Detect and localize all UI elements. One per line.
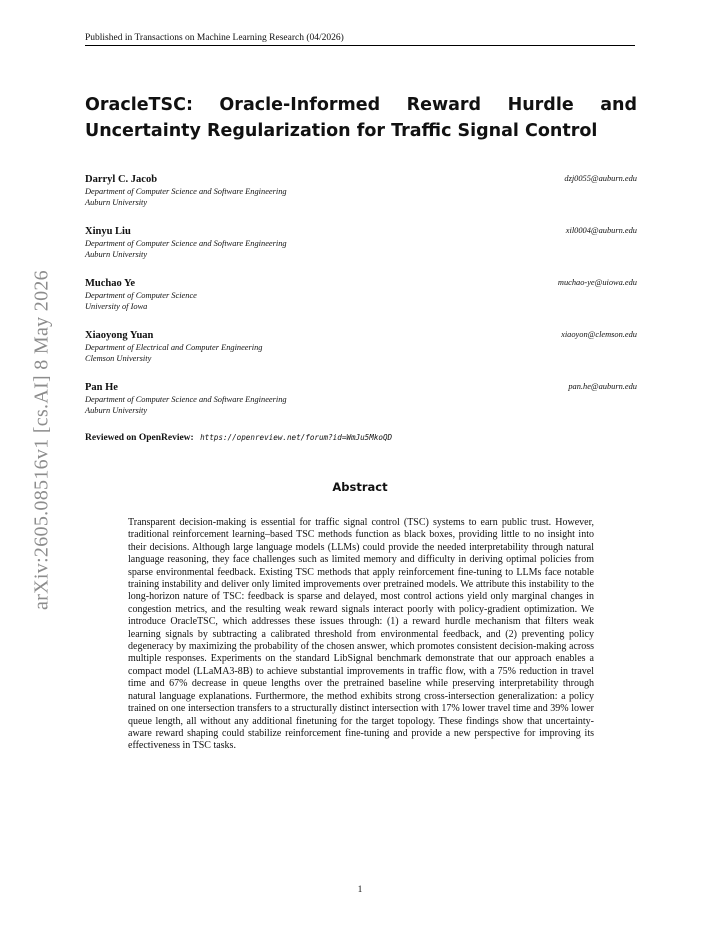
author-block	[85, 173, 637, 208]
author-department: Department of Computer Science and Software Engineering	[85, 239, 287, 248]
author-name: Muchao Ye	[85, 278, 136, 289]
abstract-text: Transparent decision-making is essential for traffic signal control (TSC) systems to earn public trust. However, traditional reinforcement learning–based TSC methods function as black boxes, providing little to no insight into their decisions. Although large language models (LLMs) could provide the needed interpretability through natural language reasoning, they face challenges such as limited memory and difficulty in deriving optimal policies from sparse environmental feedback. Existing TSC methods that apply reinforcement fine-tuning to LLMs face notable training instability and deliver only limited improvements over pretrained models. We attribute this instability to the long-horizon nature of TSC: feedback is sparse and delayed, most control actions yield only marginal changes in congestion metrics, and the resulting weak reward signals interact poorly with policy-gradient optimization. We introduce OracleTSC, which addresses these issues through: (1) a reward hurdle mechanism that filters weak learning signals by subtracting a calibrated threshold from environmental feedback, and (2) preventing policy degeneracy by maximizing the probability of the chosen answer, which promotes consistent decision-making across multiple responses. Experiments on the standard LibSignal benchmark demonstrate that our approach enables a compact model (LLaMA3-8B) to achieve substantial improvements in traffic flow, with a 75% reduction in travel time and 67% decrease in queue lengths over the pretrained baseline while preserving interpretability through natural language explanations. Furthermore, the method exhibits strong cross-intersection generalization: a policy trained on one intersection transfers to a structurally distinct intersection with 17% lower travel time and 39% lower queue length, all without any additional finetuning for the target topology. These findings show that uncertainty-aware reward shaping could stabilize reinforcement fine-tuning and provide a new perspective for improving its effectiveness in TSC tasks.	[128, 517, 594, 752]
author-block	[85, 329, 637, 364]
paper-title: OracleTSC: Oracle-Informed Reward Hurdle and Uncertainty Regularization for Traffic Signal Control	[85, 95, 637, 141]
author-block	[85, 225, 637, 260]
author-email[interactable]: pan.he@auburn.edu	[568, 382, 637, 391]
arxiv-stamp: arXiv:2605.08516v1 [cs.AI] 8 May 2026	[30, 270, 53, 610]
journal-header: Published in Transactions on Machine Learning Research (04/2026)	[85, 33, 635, 46]
openreview-link[interactable]: https://openreview.net/forum?id=WmJu5MkoQD	[200, 433, 393, 442]
author-block	[85, 277, 637, 312]
openreview-line	[85, 433, 392, 443]
author-name: Darryl C. Jacob	[85, 174, 158, 185]
author-university: Auburn University	[85, 250, 148, 259]
author-name: Pan He	[85, 382, 118, 393]
page-number: 1	[357, 885, 363, 895]
author-email[interactable]: muchao-ye@uiowa.edu	[557, 278, 637, 287]
author-university: University of Iowa	[85, 302, 148, 311]
author-department: Department of Computer Science	[85, 291, 197, 300]
author-university: Auburn University	[85, 406, 148, 415]
author-university: Auburn University	[85, 198, 148, 207]
author-block	[85, 381, 637, 416]
author-email[interactable]: xil0004@auburn.edu	[565, 226, 637, 235]
author-name: Xiaoyong Yuan	[85, 330, 154, 341]
author-name: Xinyu Liu	[85, 226, 131, 237]
author-email[interactable]: xiaoyon@clemson.edu	[561, 330, 637, 339]
author-department: Department of Computer Science and Software Engineering	[85, 395, 287, 404]
author-university: Clemson University	[85, 354, 152, 363]
author-email[interactable]: dzj0055@auburn.edu	[564, 174, 637, 183]
abstract-heading: Abstract	[332, 480, 388, 494]
openreview-label: Reviewed on OpenReview:	[85, 433, 194, 443]
author-department: Department of Computer Science and Software Engineering	[85, 187, 287, 196]
author-department: Department of Electrical and Computer Engineering	[85, 343, 263, 352]
